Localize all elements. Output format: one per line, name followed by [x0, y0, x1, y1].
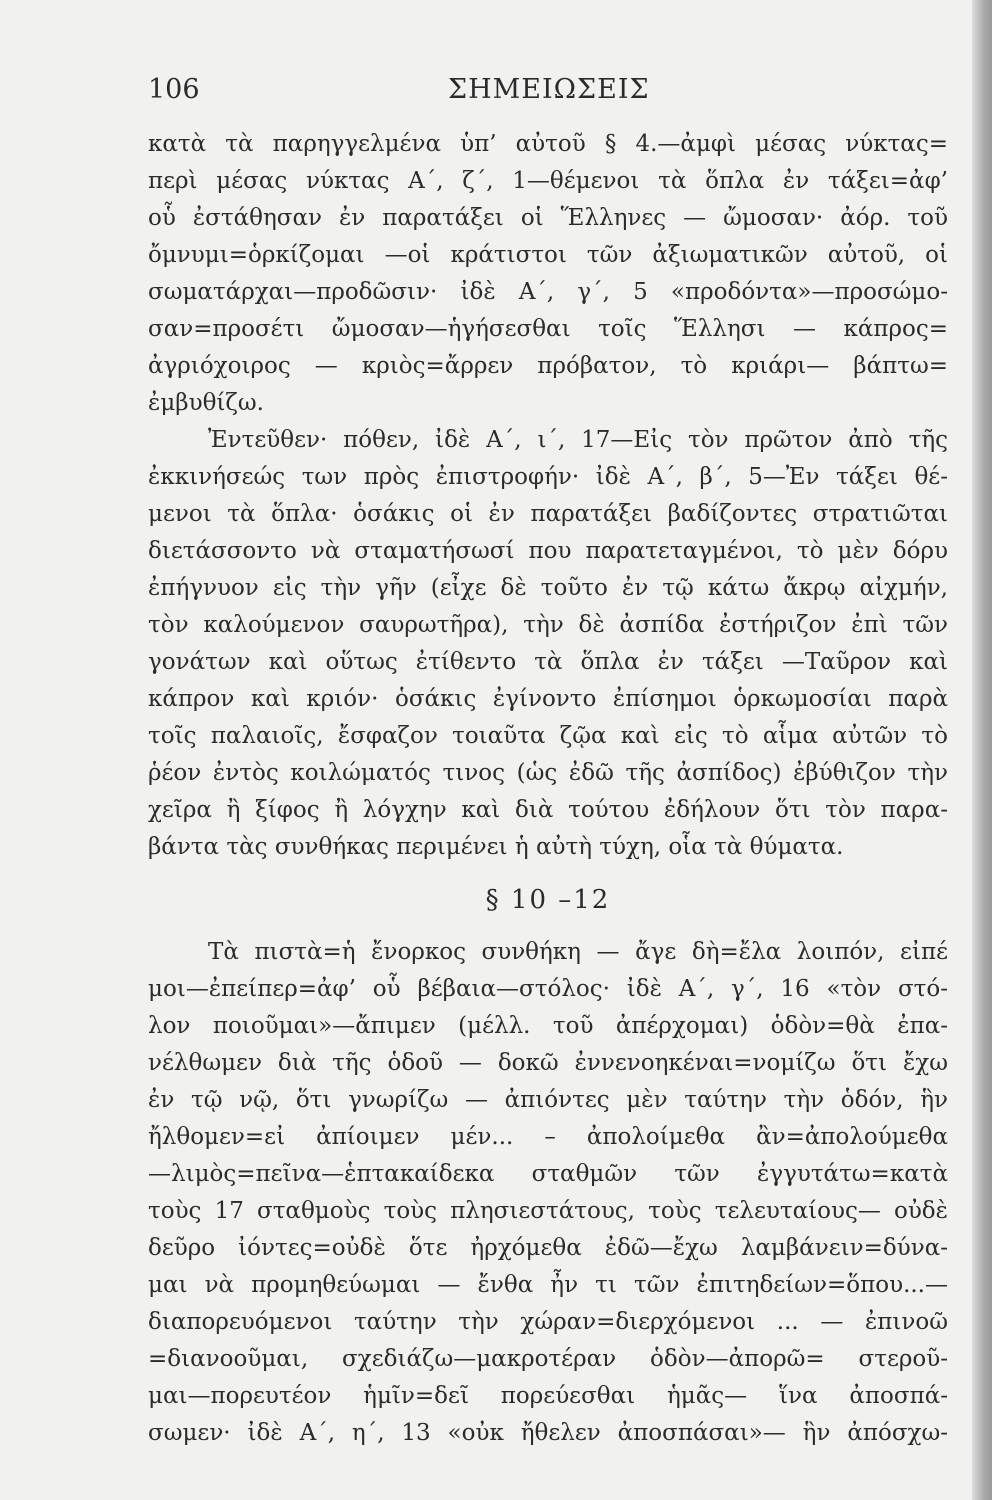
running-title: ΣΗΜΕΙΩΣΕΙΣ [448, 74, 650, 105]
text-line: ἐκκινήσεώς των πρὸς ἐπιστροφήν· ἰδὲ Α΄, β΄, 5—Ἐν τάξει θέ- [148, 464, 948, 490]
text-line: ὄμνυμι=ὁρκίζομαι —οἱ κράτιστοι τῶν ἀξιωματικῶν αὐτοῦ, οἱ [148, 242, 948, 268]
text-line: μαι νὰ προμηθεύωμαι — ἔνθα ἦν τι τῶν ἐπιτηδείων=ὅπου...— [148, 1272, 948, 1298]
text-line: χεῖρα ἢ ξίφος ἢ λόγχην καὶ διὰ τούτου ἐδήλουν ὅτι τὸν παρα- [148, 797, 948, 823]
text-line: διαπορευόμενοι ταύτην τὴν χώραν=διερχόμενοι ... — ἐπινοῶ [148, 1309, 948, 1335]
text-line: μαι—πορευτέον ἡμῖν=δεῖ πορεύεσθαι ἡμᾶς— ἵνα ἀποσπά- [148, 1383, 948, 1409]
text-line: κάπρον καὶ κριόν· ὁσάκις ἐγίνοντο ἐπίσημοι ὁρκωμοσίαι παρὰ [148, 686, 948, 712]
page-edge [972, 0, 992, 1500]
text-line: ἐμβυθίζω. [148, 390, 264, 416]
text-line: περὶ μέσας νύκτας Α΄, ζ΄, 1—θέμενοι τὰ ὅπλα ἐν τάξει=ἀφ’ [148, 168, 948, 194]
text-line: τὸν καλούμενον σαυρωτῆρα), τὴν δὲ ἀσπίδα ἐστήριζον ἐπὶ τῶν [148, 612, 948, 638]
text-line: —λιμὸς=πεῖνα—ἑπτακαίδεκα σταθμῶν τῶν ἐγγυτάτω=κατὰ [148, 1161, 948, 1187]
section-heading: § 10 –12 [485, 885, 611, 915]
text-line: μοι—ἐπείπερ=ἀφ’ οὗ βέβαια—στόλος· ἰδὲ Α΄, γ΄, 16 «τὸν στό- [148, 976, 948, 1002]
text-line: ἀγριόχοιρος — κριὸς=ἄρρεν πρόβατον, τὸ κριάρι— βάπτω= [148, 353, 948, 379]
text-line: ἐν τῷ νῷ, ὅτι γνωρίζω — ἀπιόντες μὲν ταύτην τὴν ὁδόν, ἣν [148, 1087, 948, 1113]
page-header [148, 74, 938, 114]
text-line: διετάσσοντο νὰ σταματήσωσί που παρατεταγμένοι, τὸ μὲν δόρυ [148, 538, 948, 564]
text-line: τοὺς 17 σταθμοὺς τοὺς πλησιεστάτους, τοὺς τελευταίους— οὐδὲ [148, 1198, 948, 1224]
text-line: ἐπήγνυον εἰς τὴν γῆν (εἶχε δὲ τοῦτο ἐν τῷ κάτω ἄκρῳ αἰχμήν, [148, 575, 948, 601]
text-line: κατὰ τὰ παρηγγελμένα ὑπ’ αὐτοῦ § 4.—ἀμφὶ μέσας νύκτας= [148, 131, 948, 157]
body-text [148, 126, 948, 1452]
text-line: σωμεν· ἰδὲ Α΄, η΄, 13 «οὐκ ἤθελεν ἀποσπάσαι»— ἣν ἀπόσχω- [148, 1420, 948, 1446]
page-number: 106 [148, 74, 200, 105]
text-line: λον ποιοῦμαι»—ἄπιμεν (μέλλ. τοῦ ἀπέρχομαι) ὁδὸν=θὰ ἐπα- [148, 1013, 948, 1039]
text-line: ῥέον ἐντὸς κοιλώματός τινος (ὡς ἐδῶ τῆς ἀσπίδος) ἐβύθιζον τὴν [148, 760, 948, 786]
paragraph-start-line: Ἐντεῦθεν· πόθεν, ἰδὲ Α΄, ι΄, 17—Εἰς τὸν πρῶτον ἀπὸ τῆς [208, 427, 948, 453]
text-line: σαν=προσέτι ὤμοσαν—ἡγήσεσθαι τοῖς Ἕλλησι — κάπρος= [148, 316, 948, 342]
text-line: γονάτων καὶ οὕτως ἐτίθεντο τὰ ὅπλα ἐν τάξει —Ταῦρον καὶ [148, 649, 948, 675]
text-line: νέλθωμεν διὰ τῆς ὁδοῦ — δοκῶ ἐννενοηκέναι=νομίζω ὅτι ἔχω [148, 1050, 948, 1076]
text-line: σωματάρχαι—προδῶσιν· ἰδὲ Α΄, γ΄, 5 «προδόντα»—προσώμο- [148, 279, 948, 305]
text-line: τοῖς παλαιοῖς, ἔσφαζον τοιαῦτα ζῷα καὶ εἰς τὸ αἷμα αὐτῶν τὸ [148, 723, 948, 749]
paragraph-start-line: Τὰ πιστὰ=ἡ ἔνορκος συνθήκη — ἄγε δὴ=ἔλα λοιπόν, εἰπέ [208, 939, 948, 965]
text-line: βάντα τὰς συνθήκας περιμένει ἡ αὐτὴ τύχη, οἷα τὰ θύματα. [148, 834, 844, 860]
text-line: μενοι τὰ ὅπλα· ὁσάκις οἱ ἐν παρατάξει βαδίζοντες στρατιῶται [148, 501, 948, 527]
text-line: οὗ ἐστάθησαν ἐν παρατάξει οἱ Ἕλληνες — ὤμοσαν· ἀόρ. τοῦ [148, 205, 948, 231]
text-line: δεῦρο ἰόντες=οὐδὲ ὅτε ἠρχόμεθα ἐδῶ—ἔχω λαμβάνειν=δύνα- [148, 1235, 948, 1261]
text-line: =διανοοῦμαι, σχεδιάζω—μακροτέραν ὁδὸν—ἀπορῶ= στεροῦ- [148, 1346, 948, 1372]
text-line: ἤλθομεν=εἰ ἀπίοιμεν μέν... – ἀπολοίμεθα ἂν=ἀπολούμεθα [148, 1124, 948, 1150]
